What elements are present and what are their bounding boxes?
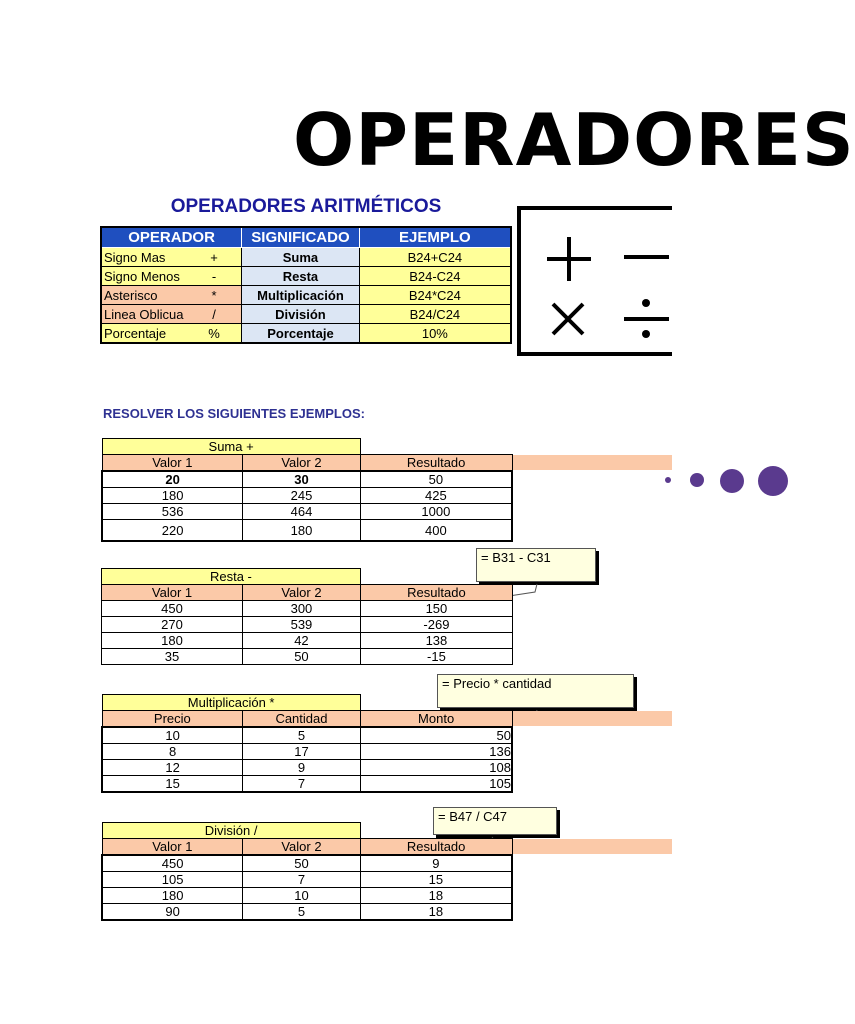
table-cell[interactable]: 35: [102, 649, 243, 665]
operator-row: [101, 286, 511, 305]
operator-example[interactable]: 10%: [359, 324, 511, 344]
table-cell[interactable]: 15: [360, 872, 512, 888]
operator-symbol: +: [210, 250, 218, 265]
divide-icon-dot-top: [642, 299, 650, 307]
operator-example[interactable]: B24+C24: [359, 248, 511, 267]
table-row: [102, 776, 512, 793]
resta-table: [101, 568, 513, 665]
table-cell[interactable]: 7: [243, 872, 361, 888]
table-row: [102, 888, 512, 904]
table-cell[interactable]: 105: [360, 776, 512, 793]
col-header[interactable]: Resultado: [360, 455, 512, 472]
operator-meaning[interactable]: Suma: [242, 248, 360, 267]
table-cell[interactable]: 150: [360, 601, 512, 617]
exercises-heading: RESOLVER LOS SIGUIENTES EJEMPLOS:: [103, 406, 365, 421]
decor-dot: [665, 477, 671, 483]
operator-meaning[interactable]: Resta: [242, 267, 360, 286]
col-header[interactable]: Valor 2: [243, 455, 361, 472]
table-cell[interactable]: 180: [102, 633, 243, 649]
operator-name: Signo Mas: [104, 250, 166, 265]
division-table: [101, 822, 513, 921]
table-row: [102, 727, 512, 744]
table-cell[interactable]: 180: [243, 520, 361, 542]
operator-name: Linea Oblicua: [104, 307, 184, 322]
header-ejemplo[interactable]: EJEMPLO: [359, 227, 511, 248]
decor-dot: [758, 466, 788, 496]
table-cell[interactable]: 450: [102, 601, 243, 617]
table-cell[interactable]: 10: [243, 888, 361, 904]
table-row: [102, 617, 513, 633]
table-cell[interactable]: 180: [102, 488, 243, 504]
table-cell[interactable]: 90: [102, 904, 243, 921]
table-cell[interactable]: 5: [243, 727, 361, 744]
table-row: [102, 520, 512, 542]
table-cell[interactable]: 136: [360, 744, 512, 760]
formula-callout-multiplicacion: = Precio * cantidad: [437, 674, 634, 708]
table-cell[interactable]: 5: [243, 904, 361, 921]
table-row: [102, 504, 512, 520]
operator-meaning[interactable]: Porcentaje: [242, 324, 360, 344]
table-cell[interactable]: 50: [360, 471, 512, 488]
header-fill-extension: [512, 455, 672, 470]
math-symbols-image: [517, 206, 672, 356]
col-header[interactable]: Monto: [360, 711, 512, 728]
operator-symbol: /: [212, 307, 216, 322]
table-row: [102, 760, 512, 776]
table-row: [102, 649, 513, 665]
operator-example[interactable]: B24-C24: [359, 267, 511, 286]
table-cell[interactable]: 464: [243, 504, 361, 520]
table-cell[interactable]: 536: [102, 504, 243, 520]
table-cell[interactable]: 10: [102, 727, 243, 744]
table-cell[interactable]: 425: [360, 488, 512, 504]
col-header[interactable]: Resultado: [360, 839, 512, 856]
operators-table: [100, 226, 512, 344]
table-cell[interactable]: 30: [243, 471, 361, 488]
table-cell[interactable]: 50: [243, 649, 361, 665]
operator-symbol: *: [211, 288, 217, 303]
table-row: [102, 488, 512, 504]
operator-row: [101, 248, 511, 267]
table-cell[interactable]: -269: [360, 617, 512, 633]
operators-subtitle: OPERADORES ARITMÉTICOS: [170, 196, 442, 217]
main-title: OPERADORES: [293, 98, 855, 182]
header-fill-extension: [512, 711, 672, 726]
multiplicacion-title[interactable]: Multiplicación *: [102, 695, 360, 711]
suma-table: [101, 438, 513, 542]
table-cell[interactable]: 50: [360, 727, 512, 744]
table-cell[interactable]: 220: [102, 520, 243, 542]
table-cell[interactable]: 400: [360, 520, 512, 542]
table-cell[interactable]: 450: [102, 855, 243, 872]
col-header[interactable]: Resultado: [360, 585, 512, 601]
formula-callout-division: = B47 / C47: [433, 807, 557, 835]
col-header[interactable]: Valor 1: [102, 455, 243, 472]
table-cell[interactable]: 270: [102, 617, 243, 633]
resta-title[interactable]: Resta -: [102, 569, 361, 585]
table-cell[interactable]: 12: [102, 760, 243, 776]
table-row: [102, 633, 513, 649]
table-cell[interactable]: 138: [360, 633, 512, 649]
operator-example[interactable]: B24*C24: [359, 286, 511, 305]
operator-name: Porcentaje: [104, 326, 167, 341]
table-cell[interactable]: 539: [243, 617, 361, 633]
col-header[interactable]: Valor 2: [243, 585, 361, 601]
header-operador[interactable]: OPERADOR: [101, 227, 242, 248]
table-cell[interactable]: 300: [243, 601, 361, 617]
table-cell[interactable]: 18: [360, 904, 512, 921]
table-cell[interactable]: 42: [243, 633, 361, 649]
table-cell[interactable]: 108: [360, 760, 512, 776]
operator-cell[interactable]: [101, 324, 242, 344]
divide-icon-dot-bottom: [642, 330, 650, 338]
operator-cell[interactable]: [101, 305, 242, 324]
col-header[interactable]: Valor 1: [102, 585, 243, 601]
header-fill-extension: [512, 839, 672, 854]
table-cell[interactable]: 18: [360, 888, 512, 904]
operator-cell[interactable]: [101, 267, 242, 286]
decor-dot: [690, 473, 704, 487]
math-symbols-svg: [521, 210, 676, 360]
operator-row: [101, 324, 511, 344]
operators-header-row: [101, 227, 511, 248]
table-cell[interactable]: 17: [243, 744, 361, 760]
table-cell[interactable]: 9: [360, 855, 512, 872]
operator-example[interactable]: B24/C24: [359, 305, 511, 324]
table-cell[interactable]: 180: [102, 888, 243, 904]
table-cell[interactable]: 50: [243, 855, 361, 872]
operator-name: Signo Menos: [104, 269, 180, 284]
division-title[interactable]: División /: [102, 823, 360, 839]
operator-meaning[interactable]: División: [242, 305, 360, 324]
table-cell[interactable]: 245: [243, 488, 361, 504]
operator-meaning[interactable]: Multiplicación: [242, 286, 360, 305]
table-cell[interactable]: -15: [360, 649, 512, 665]
table-row: [102, 471, 512, 488]
table-cell[interactable]: 7: [243, 776, 361, 793]
table-row: [102, 855, 512, 872]
operator-row: [101, 305, 511, 324]
table-row: [102, 904, 512, 921]
table-cell[interactable]: 105: [102, 872, 243, 888]
table-cell[interactable]: 20: [102, 471, 243, 488]
header-significado[interactable]: SIGNIFICADO: [242, 227, 360, 248]
operator-cell[interactable]: [101, 248, 242, 267]
multiplicacion-table: [101, 694, 513, 793]
decor-dot: [720, 469, 744, 493]
col-header[interactable]: Valor 1: [102, 839, 243, 856]
suma-title[interactable]: Suma +: [102, 439, 360, 455]
operator-row: [101, 267, 511, 286]
operator-name: Asterisco: [104, 288, 158, 303]
operator-symbol: %: [208, 326, 220, 341]
table-cell[interactable]: 8: [102, 744, 243, 760]
table-row: [102, 744, 512, 760]
table-row: [102, 601, 513, 617]
col-header[interactable]: Precio: [102, 711, 243, 728]
col-header[interactable]: Cantidad: [243, 711, 361, 728]
table-row: [102, 872, 512, 888]
formula-callout-resta: = B31 - C31: [476, 548, 596, 582]
operator-cell[interactable]: [101, 286, 242, 305]
col-header[interactable]: Valor 2: [243, 839, 361, 856]
table-cell[interactable]: 9: [243, 760, 361, 776]
table-cell[interactable]: 1000: [360, 504, 512, 520]
operator-symbol: -: [211, 269, 217, 284]
table-cell[interactable]: 15: [102, 776, 243, 793]
